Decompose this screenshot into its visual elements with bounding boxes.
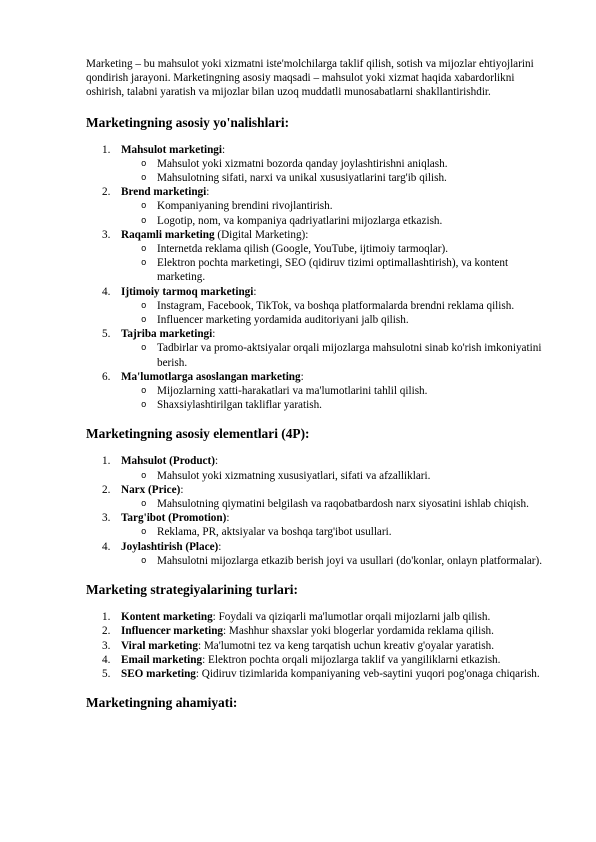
sub-item-text: Mijozlarning xatti-harakatlari va ma'lumotlarini tahlil qilish. xyxy=(157,385,428,398)
bullet-icon: o xyxy=(141,215,147,226)
list-item xyxy=(86,327,546,370)
bullet-icon: o xyxy=(141,343,147,354)
list-number: 2. xyxy=(102,625,111,638)
item-term: Raqamli marketing xyxy=(121,228,215,241)
sub-list-item xyxy=(121,157,546,171)
list-number: 4. xyxy=(102,653,111,666)
item-text: : xyxy=(253,285,257,298)
list-number: 1. xyxy=(102,455,111,468)
list-item xyxy=(86,624,546,638)
item-text: : Elektron pochta orqali mijozlarga taklif va yangiliklarni etkazish. xyxy=(202,653,501,666)
list-item xyxy=(86,185,546,228)
list-number: 4. xyxy=(102,540,111,553)
item-text: : Mashhur shaxslar yoki blogerlar yordamida reklama qilish. xyxy=(223,625,494,638)
sub-item-text: Kompaniyaning brendini rivojlantirish. xyxy=(157,200,333,213)
item-term: Ijtimoiy tarmoq marketingi xyxy=(121,285,254,298)
sub-item-text: Shaxsiylashtirilgan takliflar yaratish. xyxy=(157,399,322,412)
sub-item-text: Mahsulotning qiymatini belgilash va raqobatbardosh narx siyosatini ishlab chiqish. xyxy=(157,498,529,511)
list-number: 4. xyxy=(102,285,111,298)
item-text: : xyxy=(300,370,304,383)
item-term: Targ'ibot (Promotion) xyxy=(121,512,227,525)
sub-item-text: Internetda reklama qilish (Google, YouTube, ijtimoiy tarmoqlar). xyxy=(157,243,449,256)
list-item xyxy=(86,540,546,568)
bullet-icon: o xyxy=(141,315,147,326)
list-item xyxy=(86,454,546,482)
list-item xyxy=(86,370,546,413)
sub-list-item xyxy=(121,242,546,256)
item-text: : xyxy=(222,143,226,156)
sub-list xyxy=(121,554,546,568)
item-text: : xyxy=(206,186,210,199)
sub-item-text: Logotip, nom, va kompaniya qadriyatlarini mijozlarga etkazish. xyxy=(157,214,443,227)
bullet-icon: o xyxy=(141,470,147,481)
sub-list-item xyxy=(121,384,546,398)
bullet-icon: o xyxy=(141,258,147,269)
bullet-icon: o xyxy=(141,527,147,538)
item-term: Mahsulot marketingi xyxy=(121,143,222,156)
list-item xyxy=(86,511,546,539)
sub-item-text: Elektron pochta marketingi, SEO (qidiruv tizimi optimallashtirish), va kontent marketing. xyxy=(157,257,509,284)
list-number: 1. xyxy=(102,611,111,624)
sub-list xyxy=(121,199,546,227)
item-text: : xyxy=(226,512,230,525)
bullet-icon: o xyxy=(141,173,147,184)
list-number: 2. xyxy=(102,483,111,496)
section-heading: Marketing strategiyalarining turlari: xyxy=(86,582,298,598)
list-number: 6. xyxy=(102,370,111,383)
bullet-icon: o xyxy=(141,244,147,255)
document-page xyxy=(86,57,546,723)
list-item xyxy=(86,667,546,681)
item-term: Kontent marketing xyxy=(121,611,213,624)
list-item xyxy=(86,653,546,667)
section-heading: Marketingning ahamiyati: xyxy=(86,695,238,711)
bullet-icon: o xyxy=(141,300,147,311)
item-text: : Ma'lumotni tez va keng tarqatish uchun kreativ g'oyalar yaratish. xyxy=(197,639,495,652)
sub-list-item xyxy=(121,341,546,369)
list-item xyxy=(86,483,546,511)
item-term: Joylashtirish (Place) xyxy=(121,540,219,553)
sub-list xyxy=(121,384,546,412)
item-term: Brend marketingi xyxy=(121,186,207,199)
list-item xyxy=(86,143,546,186)
sub-list xyxy=(121,497,546,511)
item-term: Influencer marketing xyxy=(121,625,224,638)
item-text: : Qidiruv tizimlarida kompaniyaning veb-saytini yuqori pog'onaga chiqarish. xyxy=(195,667,540,680)
item-term: Narx (Price) xyxy=(121,483,181,496)
sub-list-item xyxy=(121,214,546,228)
item-text: : xyxy=(180,483,184,496)
item-text: : Foydali va qiziqarli ma'lumotlar orqali mijozlarni jalb qilish. xyxy=(212,611,491,624)
sub-item-text: Tadbirlar va promo-aktsiyalar orqali mijozlarga mahsulotni sinab ko'rish imkoniyatini berish. xyxy=(157,342,542,369)
sub-list xyxy=(121,242,546,285)
list-number: 1. xyxy=(102,143,111,156)
sub-item-text: Mahsulot yoki xizmatning xususiyatlari, sifati va afzalliklari. xyxy=(157,469,431,482)
sub-item-text: Mahsulotning sifati, narxi va unikal xususiyatlarini targ'ib qilish. xyxy=(157,172,447,185)
list-item xyxy=(86,639,546,653)
sub-list-item xyxy=(121,171,546,185)
list-item xyxy=(86,285,546,328)
item-text: : xyxy=(212,328,216,341)
list-number: 3. xyxy=(102,639,111,652)
item-text: : xyxy=(218,540,222,553)
section-heading: Marketingning asosiy elementlari (4P): xyxy=(86,426,310,442)
sub-list-item xyxy=(121,554,546,568)
item-term: Ma'lumotlarga asoslangan marketing xyxy=(121,370,301,383)
section-heading: Marketingning asosiy yo'nalishlari: xyxy=(86,114,290,130)
list-number: 5. xyxy=(102,667,111,680)
item-term: Mahsulot (Product) xyxy=(121,455,215,468)
list-number: 3. xyxy=(102,512,111,525)
sub-list xyxy=(121,469,546,483)
sub-list-item xyxy=(121,469,546,483)
sub-list-item xyxy=(121,497,546,511)
numbered-list xyxy=(86,454,546,568)
sub-item-text: Mahsulotni mijozlarga etkazib berish joyi va usullari (do'konlar, onlayn platformalar). xyxy=(157,554,543,567)
sub-item-text: Instagram, Facebook, TikTok, va boshqa platformalarda brendni reklama qilish. xyxy=(157,299,515,312)
list-number: 3. xyxy=(102,228,111,241)
sub-item-text: Influencer marketing yordamida auditoriyani jalb qilish. xyxy=(157,314,409,327)
list-item xyxy=(86,228,546,285)
item-text: (Digital Marketing): xyxy=(214,228,309,241)
item-term: Viral marketing xyxy=(121,639,198,652)
bullet-icon: o xyxy=(141,201,147,212)
sub-list-item xyxy=(121,525,546,539)
sub-list-item xyxy=(121,256,546,284)
sub-list xyxy=(121,341,546,369)
list-number: 5. xyxy=(102,328,111,341)
item-term: Tajriba marketingi xyxy=(121,328,213,341)
numbered-list xyxy=(86,143,546,413)
list-number: 2. xyxy=(102,186,111,199)
intro-paragraph: Marketing – bu mahsulot yoki xizmatni iste'molchilarga taklif qilish, sotish va mijozlar ehtiyojlarini qondirish jarayoni. Marketingning asosiy maqsadi – mahsulot yoki xizmat haqida xabardorlikni oshirish, talabni yaratish va mijozlar bilan uzoq muddatli munosabatlarni shakllantirishdir. xyxy=(86,58,534,99)
item-term: SEO marketing xyxy=(121,667,196,680)
sub-list-item xyxy=(121,313,546,327)
list-item xyxy=(86,610,546,624)
bullet-icon: o xyxy=(141,555,147,566)
sub-list-item xyxy=(121,398,546,412)
sub-list xyxy=(121,157,546,185)
sub-item-text: Mahsulot yoki xizmatni bozorda qanday joylashtirishni aniqlash. xyxy=(157,157,448,170)
bullet-icon: o xyxy=(141,158,147,169)
bullet-icon: o xyxy=(141,400,147,411)
sub-list xyxy=(121,525,546,539)
sub-list xyxy=(121,299,546,327)
sub-list-item xyxy=(121,299,546,313)
numbered-list xyxy=(86,610,546,681)
bullet-icon: o xyxy=(141,499,147,510)
sections-container xyxy=(86,114,546,712)
item-term: Email marketing xyxy=(121,653,203,666)
sub-item-text: Reklama, PR, aktsiyalar va boshqa targ'ibot usullari. xyxy=(157,526,392,539)
sub-list-item xyxy=(121,199,546,213)
bullet-icon: o xyxy=(141,386,147,397)
item-text: : xyxy=(214,455,219,468)
